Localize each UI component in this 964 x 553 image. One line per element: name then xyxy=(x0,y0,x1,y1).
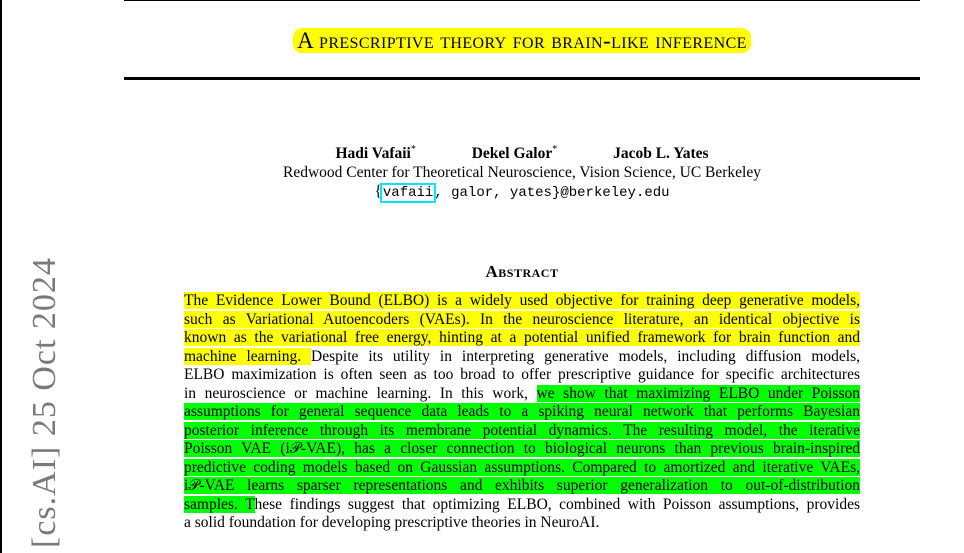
paper-title-text: A prescriptive theory for brain-like inference xyxy=(293,28,751,53)
abstract-highlight-green: i𝒫-VAE learns sparser representations and exhibits superior generalization to out-of-distribution xyxy=(184,477,860,494)
abstract-line xyxy=(184,477,860,496)
author-names xyxy=(124,140,920,163)
abstract-highlight-green: predictive coding models based on Gaussian assumptions. Compared to amortized and iterative VAEs, xyxy=(184,458,860,476)
author-3: Jacob L. Yates xyxy=(613,145,709,163)
abstract-line xyxy=(184,366,860,385)
abstract-highlight-yellow: The Evidence Lower Bound (ELBO) is a widely used objective for training deep generative models, xyxy=(184,292,860,309)
abstract-body xyxy=(184,292,860,533)
abstract-highlight-yellow: machine learning. xyxy=(184,347,312,365)
abstract-line xyxy=(184,422,860,441)
abstract-highlight-green: samples. T xyxy=(184,495,255,513)
author-block xyxy=(124,140,920,203)
email-line: {vafaii, galor, yates}@berkeley.edu xyxy=(374,183,670,202)
author-2: Dekel Galor* xyxy=(471,144,558,163)
abstract-text: hese findings suggest that optimizing ELBO, combined with Poisson assumptions, provides xyxy=(254,495,860,513)
left-margin-rule xyxy=(0,0,2,553)
abstract-line xyxy=(184,459,860,478)
abstract-highlight-green: assumptions for general sequence data leads to a spiking neural network that performs Bayesian xyxy=(184,403,860,420)
affiliation: Redwood Center for Theoretical Neuroscience, Vision Science, UC Berkeley xyxy=(283,164,761,182)
abstract-line xyxy=(184,292,860,311)
abstract-line xyxy=(184,440,860,459)
abstract-line xyxy=(184,385,860,404)
abstract-text: in neuroscience or machine learning. In this work, xyxy=(184,384,537,402)
author-1: Hadi Vafaii* xyxy=(335,144,416,163)
abstract-line xyxy=(184,329,860,348)
abstract-line xyxy=(184,514,860,533)
abstract-line xyxy=(184,348,860,367)
abstract-highlight-yellow: such as Variational Autoencoders (VAEs). In the neuroscience literature, an identical objective is xyxy=(184,310,860,328)
abstract-line xyxy=(184,311,860,330)
title-rule xyxy=(124,77,920,80)
abstract-heading: Abstract xyxy=(485,262,559,281)
abstract-line xyxy=(184,403,860,422)
top-rule xyxy=(124,0,920,1)
email-link-vafaii[interactable]: vafaii xyxy=(382,185,434,202)
abstract-text: Despite its utility in interpreting generative models, including diffusion models, xyxy=(311,347,860,365)
abstract-highlight-green: Poisson VAE (i𝒫-VAE), has a closer connection to biological neurons than previous brain-inspired xyxy=(184,440,860,457)
abstract-line xyxy=(184,496,860,515)
abstract-highlight-yellow: known as the variational free energy, hinting at a potential unified framework for brain function and xyxy=(184,329,860,346)
abstract-highlight-green: we show that maximizing ELBO under Poisson xyxy=(536,384,860,402)
abstract-text: a solid foundation for developing prescriptive theories in NeuroAI. xyxy=(184,514,600,531)
paper-title xyxy=(124,28,920,54)
abstract-text: ELBO maximization is often seen as too broad to offer prescriptive guidance for specific architectures xyxy=(184,366,860,383)
abstract-highlight-green: posterior inference through its membrane potential dynamics. The resulting model, the iterative xyxy=(184,421,860,439)
arxiv-stamp: [cs.AI] 25 Oct 2024 xyxy=(26,257,63,548)
